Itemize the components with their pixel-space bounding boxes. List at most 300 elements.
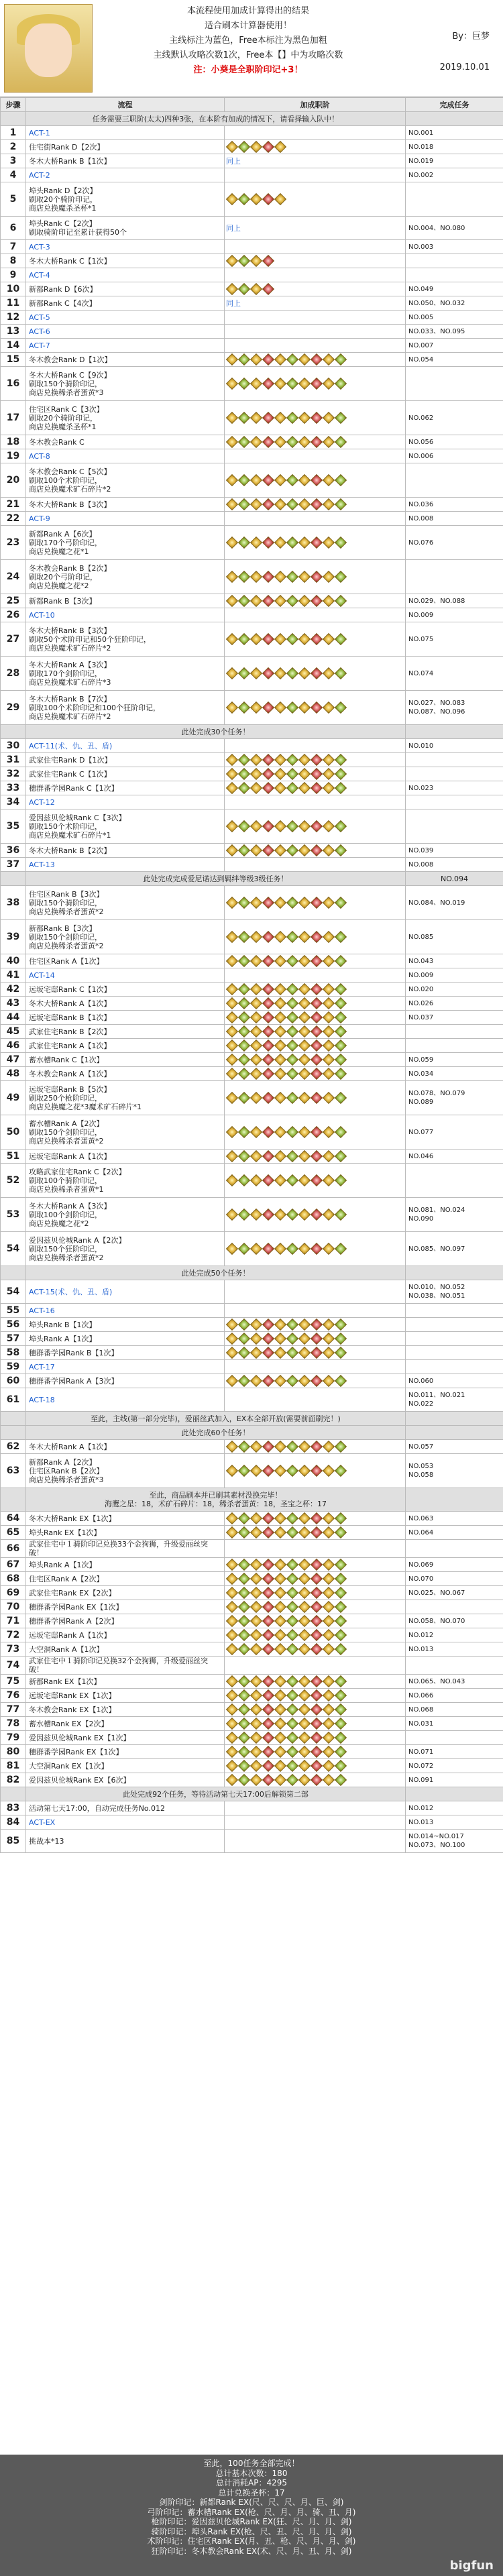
step-flow: ACT-15(术、仇、丑、盾): [26, 1280, 225, 1304]
class-card-icon: [262, 1760, 274, 1772]
step-flow: ACT-16: [26, 1304, 225, 1318]
class-card-icon: [238, 1746, 250, 1758]
class-card-icon: [335, 844, 347, 856]
class-card-icon: [298, 412, 311, 424]
completed-tasks: [406, 795, 503, 809]
class-card-icon: [286, 1512, 298, 1524]
class-card-icon: [250, 633, 262, 645]
table-row: [1, 1440, 503, 1454]
class-card-icon: [286, 1333, 298, 1345]
step-number: 38: [1, 886, 26, 920]
class-card-icon: [286, 1643, 298, 1655]
step-number: 64: [1, 1512, 26, 1526]
class-card-icon: [274, 1732, 286, 1744]
table-row: [1, 1628, 503, 1642]
class-card-icon: [298, 1319, 311, 1331]
class-card-icon: [250, 1126, 262, 1138]
class-card-icon: [226, 1174, 238, 1186]
completed-tasks: NO.054: [406, 353, 503, 367]
class-card-icon: [286, 1760, 298, 1772]
completed-tasks: NO.027、NO.083 NO.087、NO.096: [406, 691, 503, 725]
class-card-icon: [262, 1347, 274, 1359]
step-number: 54: [1, 1280, 26, 1304]
bonus-classes: [225, 954, 406, 968]
table-row: [1, 1745, 503, 1759]
step-number: 85: [1, 1830, 26, 1853]
class-card-icon: [274, 537, 286, 549]
table-row: [1, 781, 503, 795]
class-card-icon: [323, 1150, 335, 1162]
step-flow: 冬木大桥Rank B【7次】 刷取100个术阶印记和100个狂阶印记， 商店兑换魔术矿石碎片*2: [26, 691, 225, 725]
step-flow: 新都Rank EX【1次】: [26, 1675, 225, 1689]
class-card-icon: [286, 378, 298, 390]
class-card-icon: [226, 1615, 238, 1627]
class-card-icon: [311, 1774, 323, 1786]
bonus-classes: [225, 560, 406, 594]
class-card-icon: [250, 1333, 262, 1345]
step-number: 75: [1, 1675, 26, 1689]
completed-tasks: NO.072: [406, 1759, 503, 1773]
completed-tasks: [406, 1346, 503, 1360]
class-card-icon: [238, 844, 250, 856]
class-card-icon: [335, 983, 347, 995]
class-card-icon: [323, 1375, 335, 1387]
step-flow: 远坂宅邸Rank A【1次】: [26, 1628, 225, 1642]
completed-tasks: [406, 1332, 503, 1346]
class-card-icon: [335, 1526, 347, 1538]
step-number: 80: [1, 1745, 26, 1759]
step-flow: ACT-14: [26, 968, 225, 983]
class-card-icon: [226, 1718, 238, 1730]
step-number: 22: [1, 512, 26, 526]
completed-tasks: NO.004、NO.080: [406, 217, 503, 240]
section-note: 此处完成完成爱尼诺达到羁绊等级3级任务！: [26, 872, 406, 886]
class-card-icon: [298, 667, 311, 679]
walkthrough-table: [0, 97, 503, 1853]
table-row: [1, 691, 503, 725]
step-flow: 新都Rank D【6次】: [26, 282, 225, 296]
step-flow: ACT-17: [26, 1360, 225, 1374]
step-number: 8: [1, 254, 26, 268]
class-card-icon: [335, 595, 347, 607]
class-card-icon: [286, 782, 298, 794]
completed-tasks: NO.034: [406, 1067, 503, 1081]
step-number: 73: [1, 1642, 26, 1657]
class-card-icon: [226, 1441, 238, 1453]
footer-line: 总计消耗AP：4295: [216, 2478, 287, 2487]
class-card-icon: [226, 255, 238, 267]
step-flow: ACT-10: [26, 608, 225, 622]
class-card-icon: [286, 1025, 298, 1038]
step-flow: 冬木大桥Rank C【1次】: [26, 254, 225, 268]
class-card-icon: [335, 1209, 347, 1221]
step-number: 4: [1, 168, 26, 182]
bonus-classes: [225, 1388, 406, 1412]
class-card-icon: [311, 782, 323, 794]
bonus-classes: [225, 622, 406, 657]
step-flow: 爱因兹贝伦城Rank C【3次】 刷取150个术阶印记， 商店兑换魔术矿石碎片*1: [26, 809, 225, 844]
bonus-classes: [225, 254, 406, 268]
class-card-icon: [335, 378, 347, 390]
class-card-icon: [286, 595, 298, 607]
class-card-icon: [311, 931, 323, 943]
class-card-icon: [238, 1601, 250, 1613]
class-card-icon: [311, 1629, 323, 1641]
completed-tasks: [406, 1318, 503, 1332]
same-as-above: 同上: [226, 223, 241, 233]
class-card-icon: [311, 1126, 323, 1138]
class-card-icon: [262, 255, 274, 267]
step-flow: 远坂宅邸Rank A【1次】: [26, 1150, 225, 1164]
completed-tasks: NO.029、NO.088: [406, 594, 503, 608]
class-card-icon: [323, 997, 335, 1009]
class-card-icon: [250, 1573, 262, 1585]
completed-tasks: NO.026: [406, 997, 503, 1011]
class-card-icon: [274, 667, 286, 679]
step-flow: 穗群番学园Rank B【1次】: [26, 1346, 225, 1360]
class-card-icon: [226, 1209, 238, 1221]
step-number: 78: [1, 1717, 26, 1731]
class-card-icon: [262, 1174, 274, 1186]
class-card-icon: [274, 1526, 286, 1538]
class-card-icon: [226, 1573, 238, 1585]
class-card-icon: [335, 1243, 347, 1255]
completed-tasks: NO.002: [406, 168, 503, 182]
table-row: [1, 1360, 503, 1374]
step-flow: 埠头Rank EX【1次】: [26, 1526, 225, 1540]
class-card-icon: [238, 1629, 250, 1641]
table-row: [1, 1787, 503, 1801]
class-card-icon: [274, 1347, 286, 1359]
bonus-classes: [225, 657, 406, 691]
header-line4: 主线默认攻略次数1次，Free本【】中为攻略次数: [153, 50, 343, 60]
bonus-classes: [225, 449, 406, 463]
class-card-icon: [274, 1689, 286, 1701]
step-number: 42: [1, 983, 26, 997]
bonus-classes: [225, 1360, 406, 1374]
table-row: [1, 498, 503, 512]
class-card-icon: [311, 474, 323, 486]
table-row: [1, 353, 503, 367]
section-note: 此处完成30个任务！: [26, 725, 406, 739]
step-number: 40: [1, 954, 26, 968]
step-flow: 武家住宅Rank EX【2次】: [26, 1586, 225, 1600]
class-card-icon: [311, 955, 323, 967]
class-card-icon: [250, 436, 262, 448]
class-card-icon: [226, 571, 238, 583]
bonus-classes: [225, 182, 406, 217]
class-card-icon: [335, 353, 347, 366]
completed-tasks: NO.076: [406, 526, 503, 560]
class-card-icon: [238, 667, 250, 679]
class-card-icon: [323, 983, 335, 995]
step-flow: ACT-9: [26, 512, 225, 526]
class-card-icon: [335, 1068, 347, 1080]
step-flow: ACT-8: [26, 449, 225, 463]
footer-line: 枪阶印记：爱因兹贝伦城Rank EX(狂、尺、月、月、剑): [151, 2517, 352, 2526]
class-card-icon: [286, 1732, 298, 1744]
class-card-icon: [323, 955, 335, 967]
step-number: 37: [1, 858, 26, 872]
class-card-icon: [298, 1209, 311, 1221]
table-row: [1, 1011, 503, 1025]
class-card-icon: [274, 782, 286, 794]
step-number: 2: [1, 140, 26, 154]
class-card-icon: [335, 955, 347, 967]
step-flow: 活动第七天17:00，自动完成任务No.012: [26, 1801, 225, 1815]
class-card-icon: [286, 983, 298, 995]
table-row: [1, 1540, 503, 1558]
step-number: 48: [1, 1067, 26, 1081]
class-card-icon: [298, 353, 311, 366]
class-card-icon: [226, 844, 238, 856]
table-row: [1, 560, 503, 594]
class-card-icon: [286, 1559, 298, 1571]
class-card-icon: [311, 1760, 323, 1772]
step-number: 51: [1, 1150, 26, 1164]
class-card-icon: [298, 955, 311, 967]
table-row: [1, 1572, 503, 1586]
step-flow: 爱因兹贝伦城Rank A【2次】 刷取150个狂阶印记， 商店兑换稀杀者蛋黄*2: [26, 1232, 225, 1266]
completed-tasks: NO.001: [406, 126, 503, 140]
class-card-icon: [335, 782, 347, 794]
step-number: 49: [1, 1081, 26, 1115]
class-card-icon: [311, 436, 323, 448]
completed-tasks: NO.053 NO.058: [406, 1454, 503, 1488]
step-flow: ACT-2: [26, 168, 225, 182]
bonus-classes: [225, 240, 406, 254]
bonus-classes: [225, 1586, 406, 1600]
class-card-icon: [262, 498, 274, 510]
bonus-classes: [225, 339, 406, 353]
completed-tasks: NO.003: [406, 240, 503, 254]
step-number: 65: [1, 1526, 26, 1540]
completed-tasks: NO.043: [406, 954, 503, 968]
section-no: [1, 872, 26, 886]
class-card-icon: [226, 633, 238, 645]
table-row: [1, 1642, 503, 1657]
step-number: 11: [1, 296, 26, 311]
bonus-classes: [225, 1280, 406, 1304]
class-card-icon: [250, 1512, 262, 1524]
class-card-icon: [311, 1092, 323, 1104]
step-flow: 冬木大桥Rank B【3次】 刷取50个术阶印记和50个狂阶印记， 商店兑换魔术矿石碎片*2: [26, 622, 225, 657]
class-card-icon: [274, 702, 286, 714]
class-card-icon: [262, 702, 274, 714]
step-flow: 住宅区Rank A【2次】: [26, 1572, 225, 1586]
completed-tasks: NO.068: [406, 1703, 503, 1717]
table-row: [1, 725, 503, 739]
class-card-icon: [274, 436, 286, 448]
class-card-icon: [262, 595, 274, 607]
class-card-icon: [311, 702, 323, 714]
class-card-icon: [238, 1675, 250, 1687]
completed-tasks: NO.014~NO.017 NO.073、NO.100: [406, 1830, 503, 1853]
class-card-icon: [298, 1054, 311, 1066]
class-card-icon: [238, 1126, 250, 1138]
table-row: [1, 1717, 503, 1731]
bonus-classes: [225, 498, 406, 512]
table-row: [1, 844, 503, 858]
step-number: 19: [1, 449, 26, 463]
class-card-icon: [238, 1011, 250, 1023]
class-card-icon: [250, 1011, 262, 1023]
class-card-icon: [323, 498, 335, 510]
table-row: [1, 997, 503, 1011]
bonus-classes: [225, 753, 406, 767]
class-card-icon: [323, 537, 335, 549]
class-card-icon: [250, 412, 262, 424]
section-done: [406, 1488, 503, 1512]
class-card-icon: [311, 1347, 323, 1359]
table-row: [1, 449, 503, 463]
class-card-icon: [298, 1040, 311, 1052]
header-line5: 注：小葵是全职阶印记+3！: [193, 65, 303, 75]
class-card-icon: [311, 997, 323, 1009]
class-card-icon: [335, 667, 347, 679]
class-card-icon: [323, 1092, 335, 1104]
class-card-icon: [226, 1703, 238, 1716]
step-number: 1: [1, 126, 26, 140]
class-card-icon: [311, 498, 323, 510]
class-card-icon: [323, 1587, 335, 1599]
bonus-classes: [225, 997, 406, 1011]
class-card-icon: [311, 1746, 323, 1758]
step-number: 59: [1, 1360, 26, 1374]
class-card-icon: [274, 141, 286, 153]
class-card-icon: [286, 667, 298, 679]
class-card-icon: [311, 1643, 323, 1655]
step-flow: ACT-4: [26, 268, 225, 282]
table-row: [1, 1164, 503, 1198]
class-card-icon: [323, 1333, 335, 1345]
footer-line: 骑阶印记：埠头Rank EX(枪、尺、丑、尺、月、月、剑): [151, 2526, 352, 2536]
class-card-icon: [286, 897, 298, 909]
table-row: [1, 1081, 503, 1115]
class-card-icon: [250, 255, 262, 267]
same-as-above: 同上: [226, 298, 241, 308]
class-card-icon: [298, 1601, 311, 1613]
class-card-icon: [226, 897, 238, 909]
completed-tasks: NO.006: [406, 449, 503, 463]
class-card-icon: [311, 1441, 323, 1453]
step-number: 67: [1, 1558, 26, 1572]
class-card-icon: [274, 1375, 286, 1387]
class-card-icon: [323, 1643, 335, 1655]
class-card-icon: [311, 1559, 323, 1571]
step-number: 82: [1, 1773, 26, 1787]
class-card-icon: [323, 931, 335, 943]
completed-tasks: [406, 1600, 503, 1614]
class-card-icon: [238, 571, 250, 583]
step-number: 14: [1, 339, 26, 353]
bonus-classes: [225, 886, 406, 920]
step-number: 27: [1, 622, 26, 657]
completed-tasks: [406, 1164, 503, 1198]
bonus-classes: [225, 608, 406, 622]
class-card-icon: [323, 436, 335, 448]
class-card-icon: [286, 1689, 298, 1701]
table-row: [1, 1689, 503, 1703]
class-card-icon: [250, 1375, 262, 1387]
table-row: [1, 1426, 503, 1440]
class-card-icon: [323, 633, 335, 645]
class-card-icon: [226, 283, 238, 295]
class-card-icon: [274, 193, 286, 205]
step-flow: 新都Rank A【6次】 刷取170个弓阶印记， 商店兑换魔之花*1: [26, 526, 225, 560]
class-card-icon: [250, 983, 262, 995]
class-card-icon: [238, 1092, 250, 1104]
class-card-icon: [298, 1347, 311, 1359]
step-flow: 冬木大桥Rank EX【1次】: [26, 1512, 225, 1526]
table-row: [1, 1512, 503, 1526]
class-card-icon: [286, 955, 298, 967]
bonus-classes: [225, 1540, 406, 1558]
class-card-icon: [262, 1526, 274, 1538]
completed-tasks: NO.039: [406, 844, 503, 858]
class-card-icon: [335, 1601, 347, 1613]
class-card-icon: [298, 1718, 311, 1730]
completed-tasks: [406, 1025, 503, 1039]
class-card-icon: [262, 782, 274, 794]
class-card-icon: [335, 997, 347, 1009]
completed-tasks: NO.009: [406, 968, 503, 983]
completed-tasks: NO.025、NO.067: [406, 1586, 503, 1600]
class-card-icon: [323, 1512, 335, 1524]
step-flow: 住宅区Rank C【3次】 刷取20个骑阶印记， 商店兑换魔杀圣杯*1: [26, 401, 225, 435]
class-card-icon: [335, 1126, 347, 1138]
step-number: 57: [1, 1332, 26, 1346]
class-card-icon: [298, 1174, 311, 1186]
class-card-icon: [335, 1347, 347, 1359]
class-card-icon: [250, 1559, 262, 1571]
class-card-icon: [262, 537, 274, 549]
class-card-icon: [250, 1150, 262, 1162]
class-card-icon: [274, 1243, 286, 1255]
class-card-icon: [262, 768, 274, 780]
bonus-classes: [225, 168, 406, 182]
class-card-icon: [262, 474, 274, 486]
author: By：巨梦: [452, 32, 490, 42]
section-done: NO.094: [406, 872, 503, 886]
class-card-icon: [262, 820, 274, 832]
class-card-icon: [238, 1333, 250, 1345]
class-card-icon: [323, 1689, 335, 1701]
class-card-icon: [335, 931, 347, 943]
table-row: [1, 168, 503, 182]
class-card-icon: [286, 820, 298, 832]
completed-tasks: NO.046: [406, 1150, 503, 1164]
class-card-icon: [250, 1601, 262, 1613]
class-card-icon: [238, 1643, 250, 1655]
completed-tasks: NO.058、NO.070: [406, 1614, 503, 1628]
section-no: [1, 112, 26, 126]
completed-tasks: NO.056: [406, 435, 503, 449]
class-card-icon: [274, 474, 286, 486]
step-flow: 穗群番学园Rank A【2次】: [26, 1614, 225, 1628]
completed-tasks: [406, 367, 503, 401]
completed-tasks: [406, 1304, 503, 1318]
class-card-icon: [335, 1025, 347, 1038]
class-card-icon: [262, 1025, 274, 1038]
class-card-icon: [323, 1040, 335, 1052]
table-row: [1, 1232, 503, 1266]
class-card-icon: [226, 1054, 238, 1066]
class-card-icon: [335, 897, 347, 909]
step-number: 77: [1, 1703, 26, 1717]
class-card-icon: [238, 897, 250, 909]
class-card-icon: [335, 498, 347, 510]
